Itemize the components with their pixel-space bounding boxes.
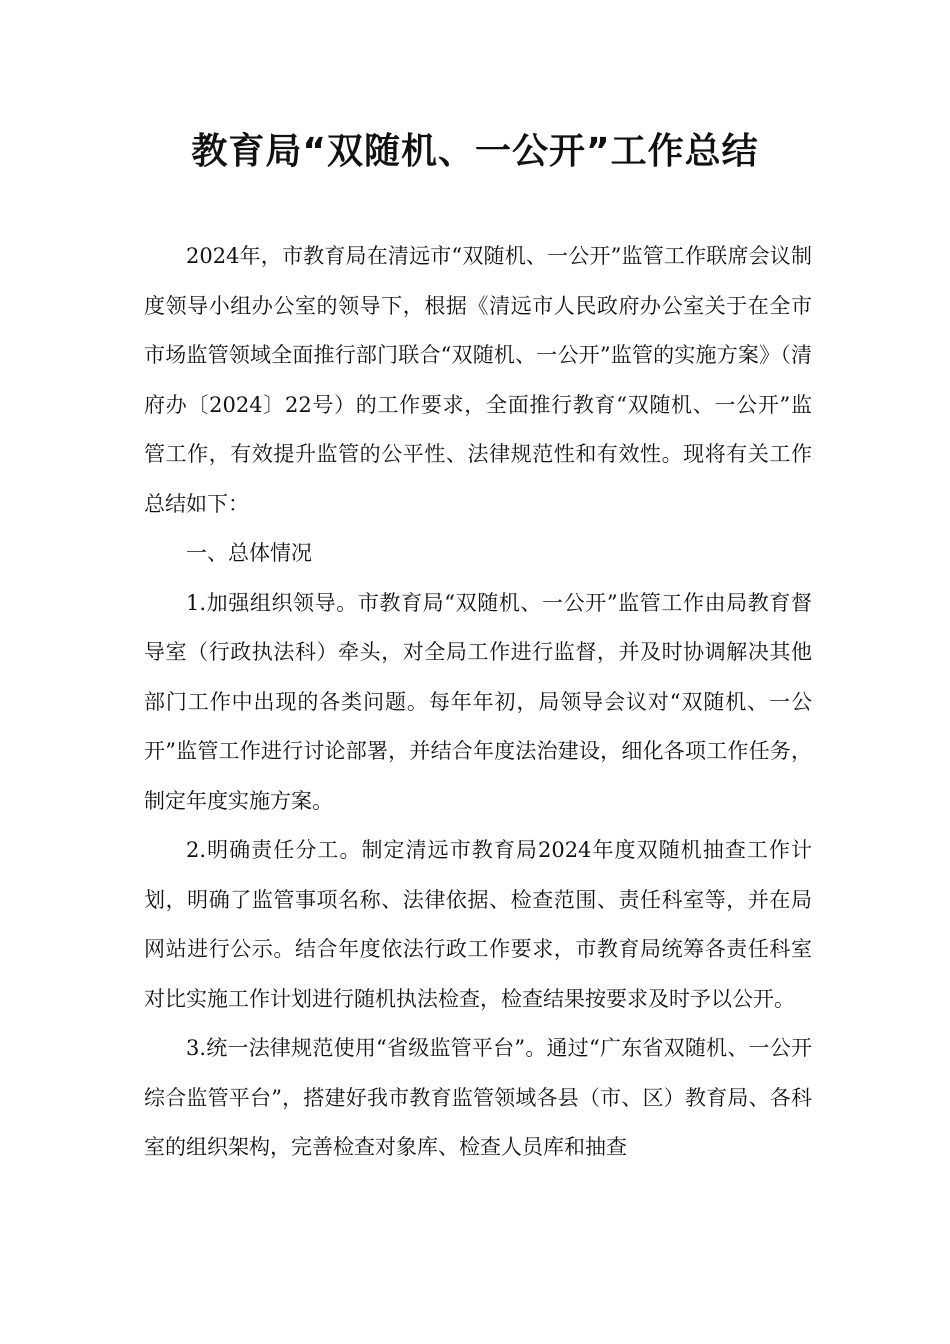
- section-heading-overview: 一、总体情况: [186, 541, 312, 565]
- paragraph-platform-usage: 3.统一法律规范使用“省级监管平台”。通过“广东省双随机、一公开综合监管平台”，搭建好我市教育监管领域各县（市、区）教育局、各科室的组织架构，完善检查对象库、检查人员库和抽查: [144, 1036, 812, 1159]
- paragraph-organization-leadership: 1.加强组织领导。市教育局“双随机、一公开”监管工作由局教育督导室（行政执法科）牵头，对全局工作进行监督，并及时协调解决其他部门工作中出现的各类问题。每年年初，局领导会议对“双随机、一公开”监管工作进行讨论部署，并结合年度法治建设，细化各项工作任务，制定年度实施方案。: [144, 590, 812, 813]
- intro-paragraph: 2024年，市教育局在清远市“双随机、一公开”监管工作联席会议制度领导小组办公室的领导下，根据《清远市人民政府办公室关于在全市市场监管领域全面推行部门联合“双随机、一公开”监管的实施方案》（清府办〔2024〕22号）的工作要求，全面推行教育“双随机、一公开”监管工作，有效提升监管的公平性、法律规范性和有效性。现将有关工作总结如下：: [144, 244, 812, 516]
- document-title: 教育局“双随机、一公开”工作总结: [191, 131, 759, 172]
- document-body: [144, 232, 812, 1173]
- paragraph-responsibility-division: 2.明确责任分工。制定清远市教育局2024年度双随机抽查工作计划，明确了监管事项名称、法律依据、检查范围、责任科室等，并在局网站进行公示。结合年度依法行政工作要求，市教育局统筹各责任科室对比实施工作计划进行随机执法检查，检查结果按要求及时予以公开。: [144, 838, 812, 1011]
